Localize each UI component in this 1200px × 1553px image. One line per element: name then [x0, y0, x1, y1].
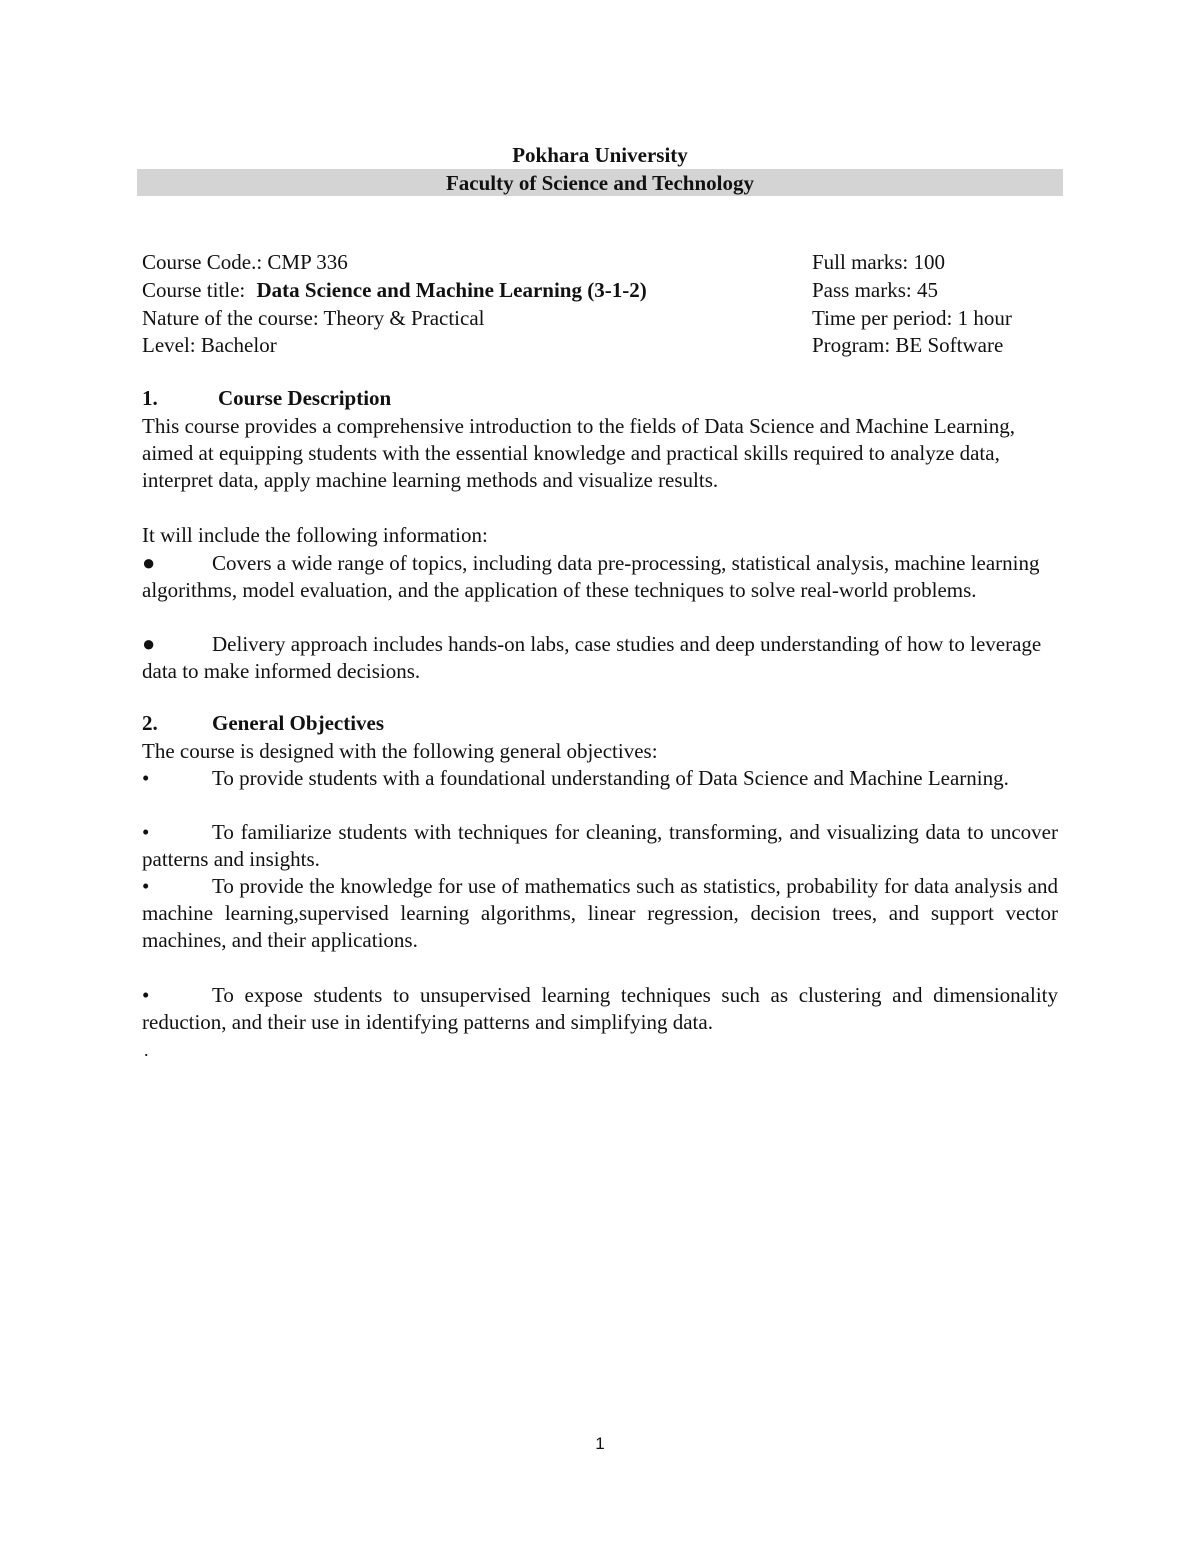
- section-1-bullet-2: [142, 630, 1058, 685]
- section-1-bullet-1: [142, 549, 1058, 604]
- program: Program: BE Software: [812, 333, 1004, 357]
- course-title-label: Course title:: [142, 278, 246, 302]
- section-1-heading: [142, 386, 391, 411]
- section-2-number: 2.: [142, 711, 158, 735]
- bullet-text: To expose students to unsupervised learning techniques such as clustering and dimensionality reduction, and their use in identifying patterns and simplifying data.: [142, 983, 1058, 1034]
- full-marks: Full marks: 100: [812, 250, 946, 274]
- section-1-number: 1.: [142, 386, 158, 410]
- bullet-icon: ●: [142, 631, 156, 656]
- course-nature: Nature of the course: Theory & Practical: [142, 306, 485, 330]
- section-2-intro: The course is designed with the following general objectives:: [142, 739, 658, 763]
- trailing-period: .: [144, 1040, 149, 1060]
- section-2-bullet-1: [142, 765, 1058, 792]
- course-code: Course Code.: CMP 336: [142, 250, 348, 274]
- bullet-text: To provide students with a foundational understanding of Data Science and Machine Learning.: [212, 766, 1009, 790]
- page-number: 1: [595, 1434, 605, 1453]
- section-1-title: Course Description: [218, 386, 392, 410]
- faculty-banner: Faculty of Science and Technology: [137, 169, 1063, 196]
- course-description-paragraph: This course provides a comprehensive introduction to the fields of Data Science and Machine Learning, aimed at equipping students with the essential knowledge and practical skills required to analyze data, interpret data, apply machine learning methods and visualize results.: [142, 414, 1015, 492]
- bullet-icon: •: [142, 820, 150, 844]
- bullet-icon: •: [142, 874, 150, 898]
- section-2-bullet-3: [142, 873, 1058, 954]
- bullet-icon: •: [142, 983, 150, 1007]
- section-2-bullet-2: [142, 819, 1058, 873]
- course-level: Level: Bachelor: [142, 333, 277, 357]
- course-title-value: Data Science and Machine Learning (3-1-2): [256, 278, 647, 302]
- section-2-bullet-4: [142, 982, 1058, 1036]
- bullet-icon: •: [142, 766, 150, 790]
- pass-marks: Pass marks: 45: [812, 278, 938, 302]
- university-title: Pokhara University: [512, 143, 688, 167]
- course-title-row: [142, 278, 647, 303]
- bullet-text: To provide the knowledge for use of mathematics such as statistics, probability for data analysis and machine learning,supervised learning algorithms, linear regression, decision trees, and support vector machines, and their applications.: [142, 874, 1058, 952]
- bullet-text: Delivery approach includes hands-on labs, case studies and deep understanding of how to leverage data to make informed decisions.: [142, 632, 1042, 683]
- bullet-text: To familiarize students with techniques for cleaning, transforming, and visualizing data to uncover patterns and insights.: [142, 820, 1058, 871]
- time-per-period: Time per period: 1 hour: [812, 306, 1012, 330]
- bullet-icon: ●: [142, 550, 156, 575]
- section-1-intro: It will include the following information:: [142, 523, 488, 547]
- bullet-text: Covers a wide range of topics, including data pre-processing, statistical analysis, machine learning algorithms, model evaluation, and the application of these techniques to solve real-world problems.: [142, 551, 1040, 602]
- section-2-heading: [142, 711, 384, 736]
- section-2-title: General Objectives: [212, 711, 385, 735]
